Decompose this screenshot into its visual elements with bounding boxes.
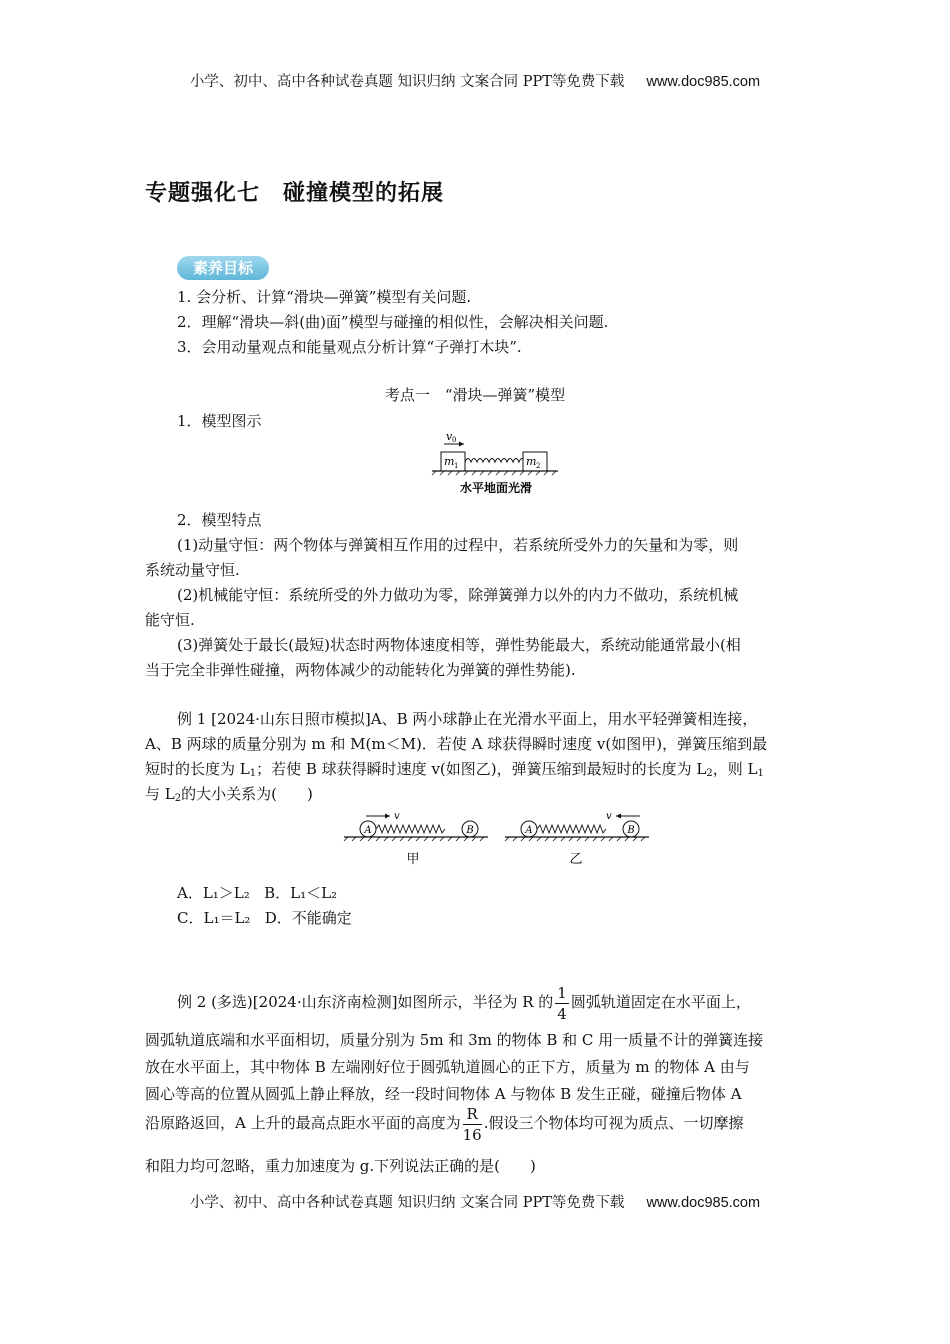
fraction-quarter bbox=[555, 983, 569, 1024]
frac2-num: R bbox=[463, 1104, 482, 1125]
example1-line-1 bbox=[177, 708, 757, 729]
spring-block-diagram bbox=[430, 428, 570, 500]
footer-site[interactable]: www.doc985.com bbox=[646, 1195, 761, 1211]
frac2-den: 16 bbox=[462, 1125, 482, 1144]
example1-text-1: A、B 两小球静止在光滑水平面上，用水平轻弹簧相连接， bbox=[370, 710, 758, 728]
example1-text-3c: ，则 L bbox=[712, 760, 758, 778]
sub-1: 1 bbox=[249, 768, 257, 779]
option-row-2 bbox=[177, 907, 352, 928]
page-footer bbox=[0, 1191, 950, 1212]
example1-line-3 bbox=[145, 758, 764, 779]
fig1-m1: m bbox=[444, 455, 455, 468]
example1-text-4a: 与 L bbox=[145, 785, 175, 803]
spring-icon bbox=[376, 825, 445, 833]
spring-icon bbox=[465, 459, 528, 463]
goal-1: 1. 会分析、计算“滑块—弹簧”模型有关问题. bbox=[177, 288, 472, 306]
sub-2b: 2 bbox=[174, 793, 182, 804]
example2-line-1 bbox=[177, 982, 751, 1024]
fig1-m2: m bbox=[526, 455, 537, 468]
feature-1-line-1: (1)动量守恒：两个物体与弹簧相互作用的过程中，若系统所受外力的矢量和为零，则 bbox=[177, 536, 739, 554]
feature-1-line-2: 系统动量守恒. bbox=[145, 561, 240, 579]
option-b[interactable]: B．L₁＜L₂ bbox=[264, 884, 338, 902]
feature-3-line-2: 当于完全非弹性碰撞，两物体减少的动能转化为弹簧的弹性势能). bbox=[145, 661, 576, 679]
page-title: 专题强化七 碰撞模型的拓展 bbox=[145, 181, 445, 206]
fig-yi-v: v bbox=[606, 811, 612, 822]
example1-text-3a: 短时的长度为 L bbox=[145, 760, 250, 778]
fig-caption-jia: 甲 bbox=[406, 852, 420, 867]
example2-line-6: 和阻力均可忽略，重力加速度为 g.下列说法正确的是( ) bbox=[145, 1157, 536, 1175]
collision-diagram bbox=[340, 800, 660, 872]
option-a[interactable]: A．L₁＞L₂ bbox=[177, 884, 250, 902]
example2-text-1a: 如图所示，半径为 R 的 bbox=[397, 993, 554, 1011]
fig-jia-v: v bbox=[394, 811, 400, 822]
fig-jia-ball-b: B bbox=[466, 825, 474, 836]
footer-text: 小学、初中、高中各种试卷真题 知识归纳 文案合同 PPT等免费下载 bbox=[189, 1195, 625, 1211]
example2-line-5 bbox=[145, 1103, 743, 1145]
option-c[interactable]: C．L₁＝L₂ bbox=[177, 909, 251, 927]
fig1-v-sub: 0 bbox=[452, 436, 457, 444]
feature-2-line-2: 能守恒. bbox=[145, 611, 195, 629]
figure-yi bbox=[505, 811, 649, 867]
example1-line-4 bbox=[145, 783, 313, 804]
example2-text-5b: .假设三个物体均可视为质点、一切摩擦 bbox=[483, 1114, 744, 1132]
example2-line-3: 放在水平面上，其中物体 B 左端刚好位于圆弧轨道圆心的正下方，质量为 m 的物体 A 由与 bbox=[145, 1058, 750, 1076]
example1-source: [2024·山东日照市模拟] bbox=[211, 710, 371, 728]
spring-icon bbox=[537, 825, 606, 833]
example1-line-2: A、B 两球的质量分别为 m 和 M(m＜M)．若使 A 球获得瞬时速度 v(如图甲)，弹簧压缩到最 bbox=[145, 735, 768, 753]
fig-jia-ball-a: A bbox=[364, 825, 372, 836]
goal-2: 2．理解“滑块—斜(曲)面”模型与碰撞的相似性，会解决相关问题. bbox=[177, 313, 609, 331]
feature-3-line-1: (3)弹簧处于最长(最短)状态时两物体速度相等，弹性势能最大，系统动能通常最小(相 bbox=[177, 636, 741, 654]
header-site[interactable]: www.doc985.com bbox=[646, 74, 761, 90]
feature-2-line-1: (2)机械能守恒：系统所受的外力做功为零，除弹簧弹力以外的内力不做功，系统机械 bbox=[177, 586, 739, 604]
fig-yi-ball-b: B bbox=[627, 825, 635, 836]
fig1-m1-sub: 1 bbox=[454, 462, 459, 470]
goals-badge: 素养目标 bbox=[177, 256, 269, 280]
fig-yi-ball-a: A bbox=[525, 825, 533, 836]
frac1-den: 4 bbox=[557, 1004, 567, 1023]
option-row-1 bbox=[177, 882, 337, 903]
example2-text-1b: 圆弧轨道固定在水平面上， bbox=[570, 993, 751, 1011]
section-heading: 考点一 “滑块—弹簧”模型 bbox=[384, 386, 566, 404]
fig1-v-label: v bbox=[446, 430, 453, 443]
fig1-m2-sub: 2 bbox=[536, 462, 541, 470]
example2-source: [2024·山东济南检测] bbox=[252, 993, 398, 1011]
goal-3: 3．会用动量观点和能量观点分析计算“子弹打木块”. bbox=[177, 338, 522, 356]
header-text: 小学、初中、高中各种试卷真题 知识归纳 文案合同 PPT等免费下载 bbox=[189, 74, 625, 90]
example2-prefix: 例 2 (多选) bbox=[177, 993, 253, 1011]
fraction-r-16 bbox=[463, 1104, 482, 1145]
frac1-num: 1 bbox=[557, 983, 567, 1002]
page-header bbox=[0, 70, 950, 91]
sub-2: 2 bbox=[706, 768, 713, 779]
figure-jia bbox=[344, 811, 488, 867]
example1-text-4b: 的大小关系为( ) bbox=[181, 785, 313, 803]
fig-caption-yi: 乙 bbox=[569, 852, 583, 867]
sub-1b: 1 bbox=[757, 768, 764, 779]
fig1-caption: 水平地面光滑 bbox=[459, 481, 533, 495]
example1-text-3b: ；若使 B 球获得瞬时速度 v(如图乙)，弹簧压缩到最短时的长度为 L bbox=[256, 760, 707, 778]
example2-text-5a: 沿原路返回，A 上升的最高点距水平面的高度为 bbox=[145, 1114, 461, 1132]
example1-prefix: 例 1 bbox=[177, 710, 207, 728]
example2-line-4: 圆心等高的位置从圆弧上静止释放，经一段时间物体 A 与物体 B 发生正碰，碰撞后物体 A bbox=[145, 1085, 742, 1103]
option-d[interactable]: D．不能确定 bbox=[264, 909, 352, 927]
subheading-features: 2．模型特点 bbox=[177, 511, 262, 529]
example2-line-2: 圆弧轨道底端和水平面相切，质量分别为 5m 和 3m 的物体 B 和 C 用一质量不计的弹簧连接 bbox=[145, 1031, 764, 1049]
subheading-diagram: 1．模型图示 bbox=[177, 412, 262, 430]
